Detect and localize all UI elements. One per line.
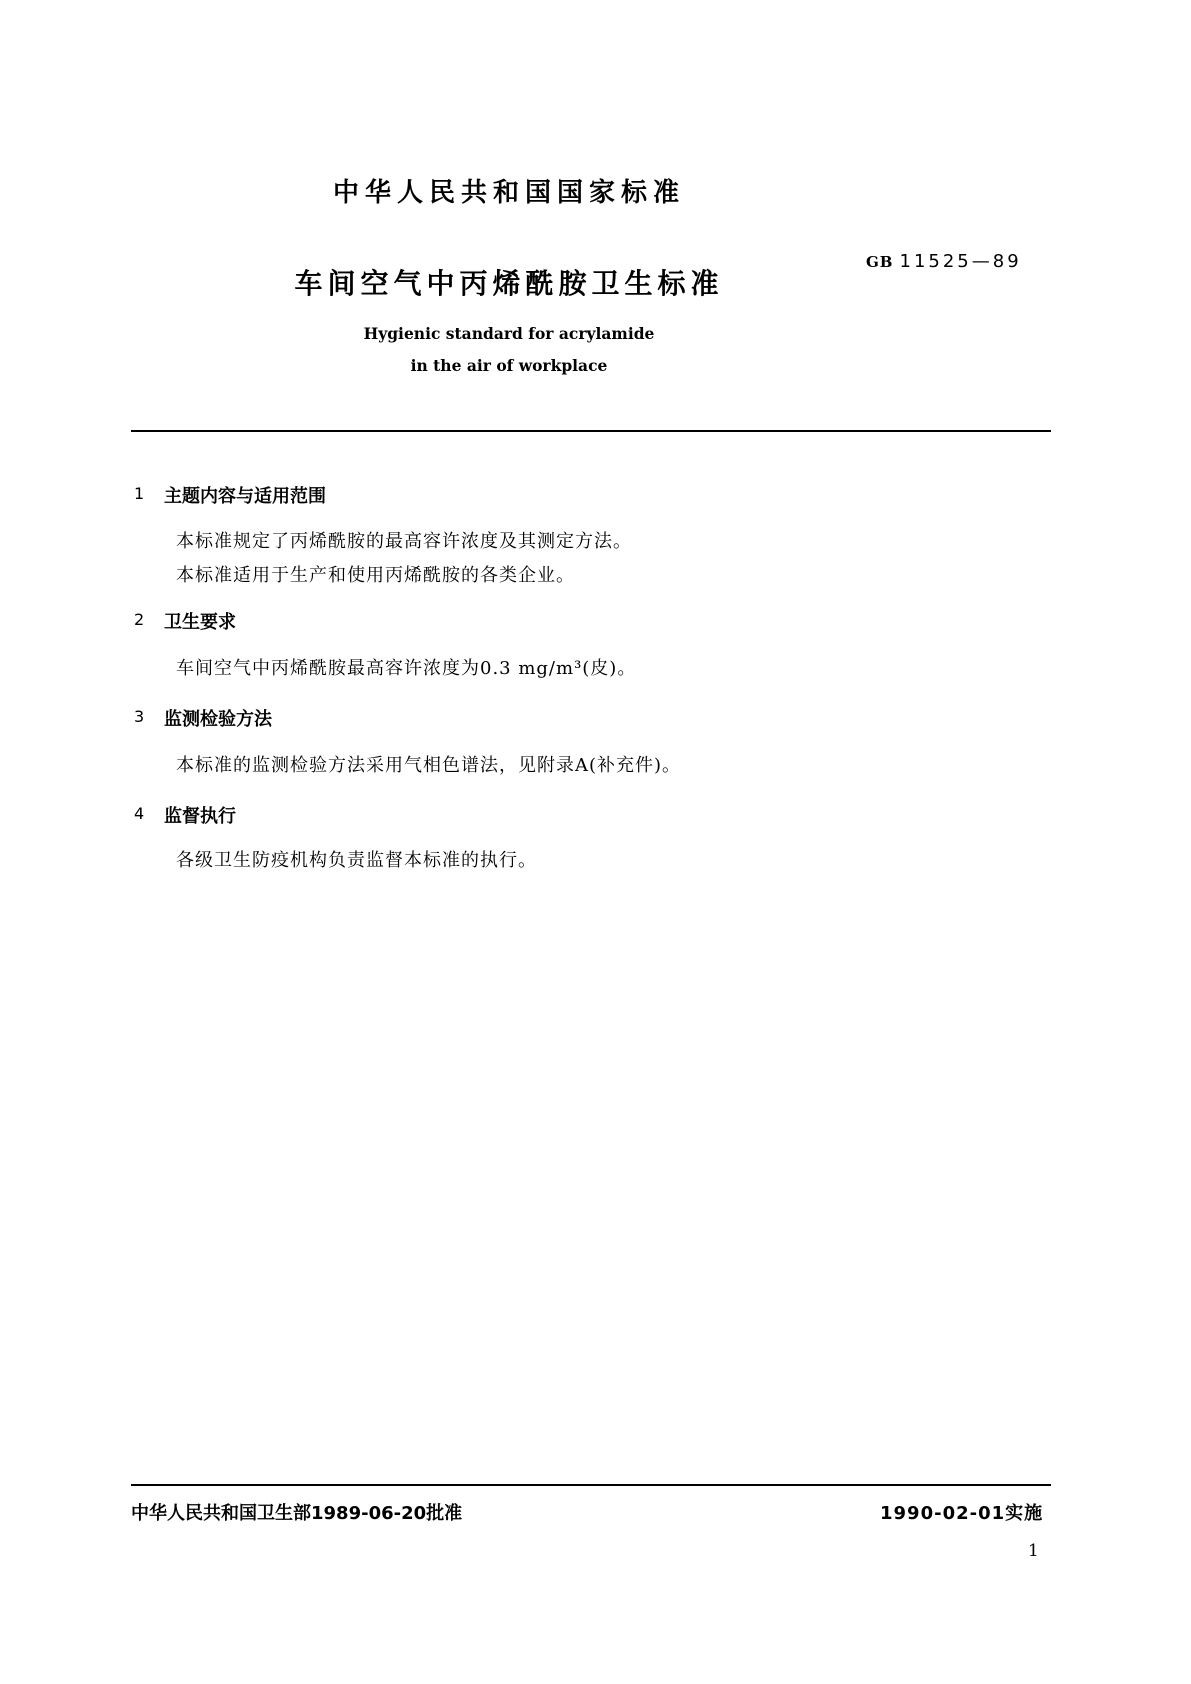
section-1-paragraph-2: 本标准适用于生产和使用丙烯酰胺的各类企业。 — [176, 565, 575, 586]
footer-divider — [131, 1484, 1051, 1486]
header-divider — [131, 430, 1051, 432]
section-4-title: 监督执行 — [164, 806, 236, 827]
english-title-line-2: in the air of workplace — [410, 356, 608, 375]
standard-code-number: 11525—89 — [899, 251, 1022, 272]
section-1-paragraph-1: 本标准规定了丙烯酰胺的最高容许浓度及其测定方法。 — [176, 531, 632, 552]
page-number: 1 — [1028, 1541, 1039, 1561]
section-4-number: 4 — [134, 804, 145, 823]
section-2-title: 卫生要求 — [164, 612, 236, 633]
english-title-line-1: Hygienic standard for acrylamide — [363, 324, 655, 343]
implementation-date: 1990-02-01实施 — [880, 1503, 1044, 1524]
section-3-title: 监测检验方法 — [164, 709, 272, 730]
standard-code-prefix: GB — [866, 253, 894, 271]
section-4-paragraph-1: 各级卫生防疫机构负责监督本标准的执行。 — [176, 850, 537, 871]
national-standard-title: 中华人民共和国国家标准 — [332, 178, 685, 208]
document-title: 车间空气中丙烯酰胺卫生标准 — [294, 267, 724, 300]
approval-line: 中华人民共和国卫生部1989-06-20批准 — [131, 1503, 463, 1524]
section-2-paragraph-1: 车间空气中丙烯酰胺最高容许浓度为0.3 mg/m³(皮)。 — [176, 658, 637, 679]
standard-code — [866, 251, 1022, 272]
section-3-paragraph-1: 本标准的监测检验方法采用气相色谱法，见附录A(补充件)。 — [176, 755, 682, 776]
section-2-number: 2 — [134, 610, 145, 629]
section-3-number: 3 — [134, 707, 145, 726]
section-1-number: 1 — [134, 484, 145, 503]
section-1-title: 主题内容与适用范围 — [164, 486, 326, 507]
